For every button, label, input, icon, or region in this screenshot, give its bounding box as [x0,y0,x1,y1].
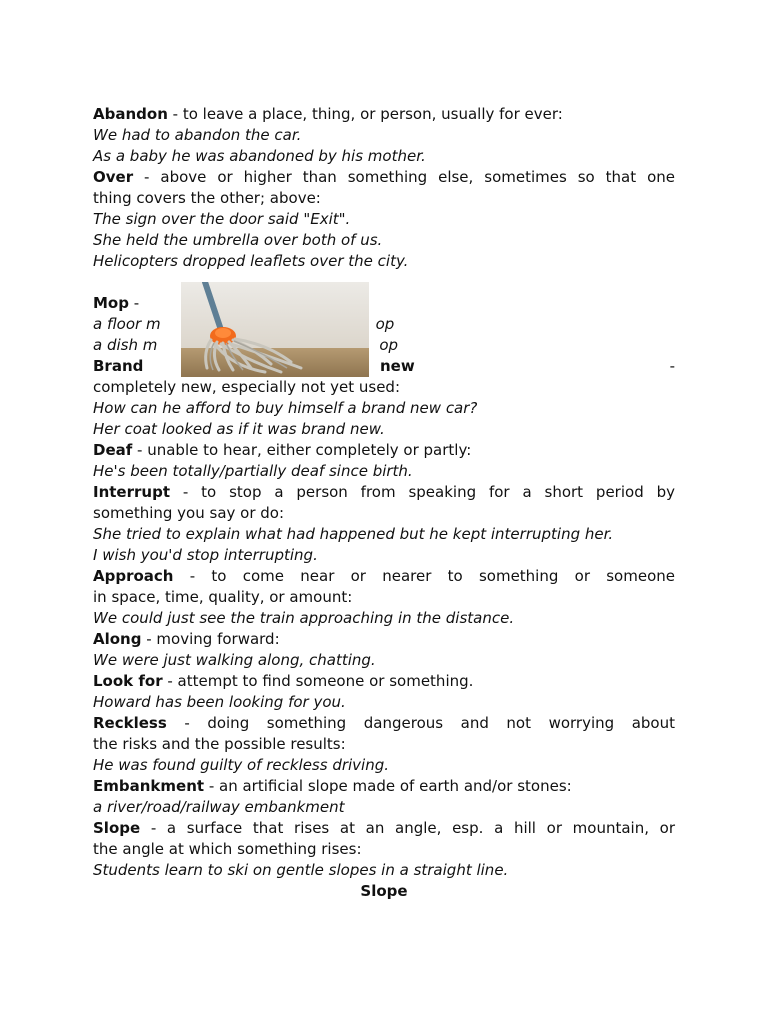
entry-interrupt [93,482,675,503]
example-part: op [379,336,399,354]
entry-abandon [93,104,675,125]
definition: - to stop a person from speaking for a short period by [170,483,675,501]
definition: - [128,294,140,312]
footer-heading: Slope [360,882,408,900]
example: We were just walking along, chatting. [93,651,376,669]
example: Helicopters dropped leaflets over the city. [93,252,409,270]
definition-cont: completely new, especially not yet used: [93,378,401,396]
definition: - attempt to find someone or something. [162,672,474,690]
definition: - an artificial slope made of earth and/or stones: [204,777,572,795]
entry-along [93,629,675,650]
term: Mop [93,294,129,312]
definition: - moving forward: [141,630,280,648]
term: Look for [93,672,163,690]
definition: - [669,357,675,375]
example: He was found guilty of reckless driving. [93,756,390,774]
entry-slope [93,818,675,839]
example: The sign over the door said "Exit". [93,210,351,228]
entry-reckless [93,713,675,734]
term: new [380,357,415,375]
term: Abandon [93,105,168,123]
example: a river/road/railway embankment [93,798,345,816]
example: Students learn to ski on gentle slopes in a straight line. [93,861,509,879]
term: Slope [93,819,141,837]
example: We could just see the train approaching in the distance. [93,609,515,627]
example: Howard has been looking for you. [93,693,346,711]
term: Along [93,630,142,648]
definition-cont: the angle at which something rises: [93,840,362,858]
example: How can he afford to buy himself a brand new car? [93,399,478,417]
definition: - to leave a place, thing, or person, usually for ever: [167,105,563,123]
term: Over [93,168,134,186]
example: He's been totally/partially deaf since birth. [93,462,413,480]
term: Brand [93,357,144,375]
example: As a baby he was abandoned by his mother. [93,147,426,165]
definition: - doing something dangerous and not worrying about [166,714,675,732]
example-part: op [375,315,395,333]
entry-embankment [93,776,675,797]
entry-approach [93,566,675,587]
term: Embankment [93,777,205,795]
example: Her coat looked as if it was brand new. [93,420,385,438]
example-part: a dish m [93,336,158,354]
definition: - a surface that rises at an angle, esp. a hill or mountain, or [140,819,675,837]
definition: - to come near or nearer to something or someone [173,567,675,585]
definition-cont: the risks and the possible results: [93,735,346,753]
definition-cont: in space, time, quality, or amount: [93,588,353,606]
example: She tried to explain what had happened but he kept interrupting her. [93,525,614,543]
entry-over [93,167,675,188]
definition-cont: something you say or do: [93,504,285,522]
example: She held the umbrella over both of us. [93,231,383,249]
mop-photo-icon [181,282,369,377]
example: I wish you'd stop interrupting. [93,546,318,564]
vocabulary-document [93,104,675,902]
example: We had to abandon the car. [93,126,302,144]
definition-cont: thing covers the other; above: [93,189,321,207]
term: Deaf [93,441,133,459]
entry-look-for [93,671,675,692]
definition: - unable to hear, either completely or partly: [132,441,472,459]
definition: - above or higher than something else, sometimes so that one [133,168,675,186]
term: Approach [93,567,174,585]
example-part: a floor m [93,315,161,333]
entry-deaf [93,440,675,461]
term: Reckless [93,714,167,732]
term: Interrupt [93,483,170,501]
